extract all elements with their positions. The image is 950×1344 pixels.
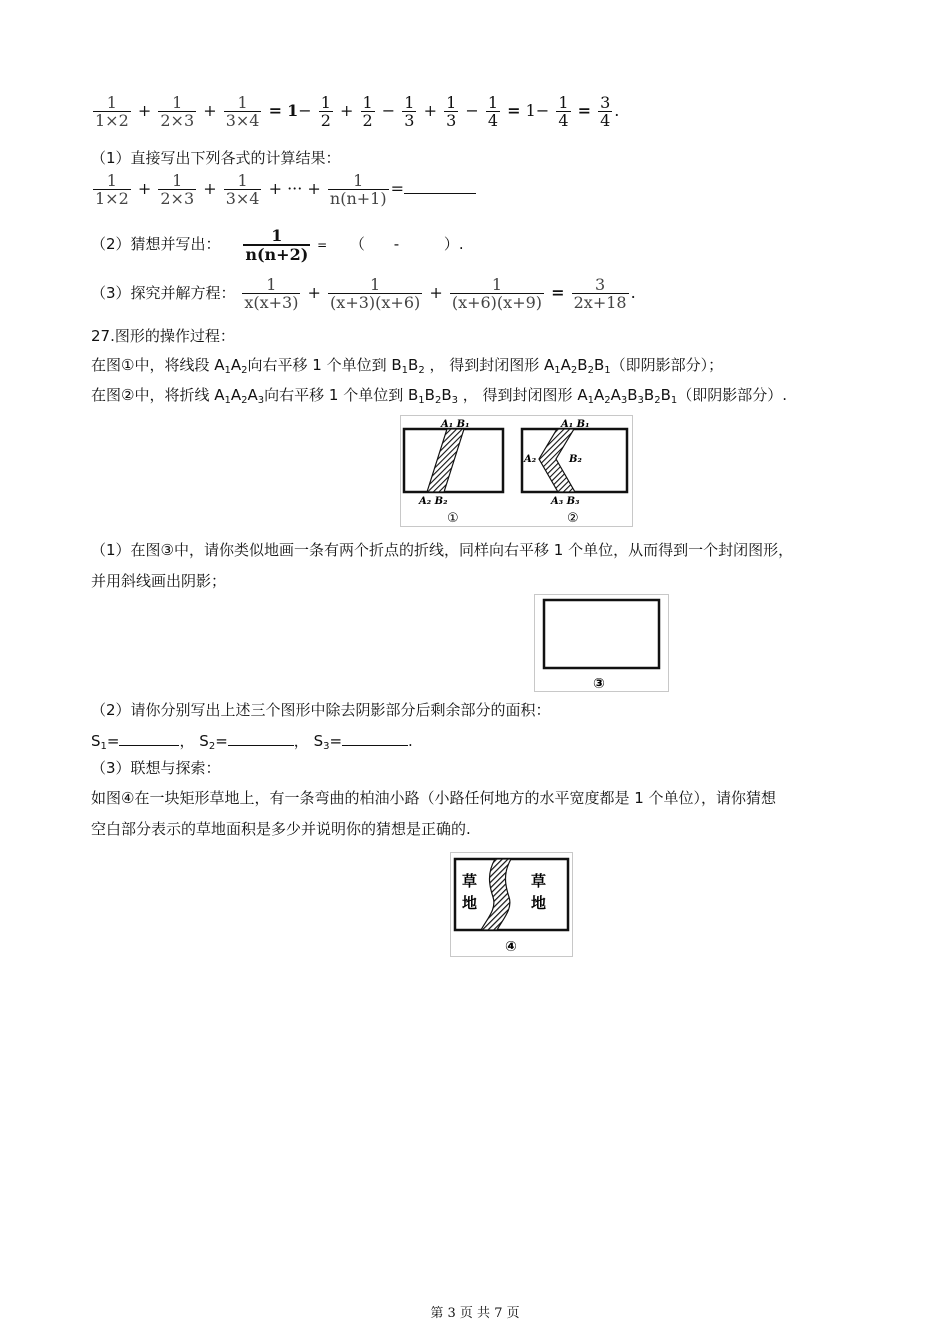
figure-4-caption: ④ — [505, 939, 517, 955]
top-formula: $\frac{1}{1\times 2}$ + $\frac{1}{2\times 3}$ + $\frac{1}{3\times 4}$ = 1− $\frac{1}{2}$ + $\frac{1}{2}$ − $\frac{1}{3}$ + $\frac{1}{3}$ − $\frac{1}{4}$ = 1− $\frac{1}{4}$ = $\frac{3}{4}$ . — [95, 93, 620, 130]
figure-4-road — [481, 859, 511, 930]
figure-2-label-a2: A₂ — [524, 454, 537, 465]
part-2-line-1: （2）请你分别写出上述三个图形中除去阴影部分后剩余部分的面积： — [91, 701, 551, 719]
figure-3-rect — [544, 600, 659, 668]
fraction: $\frac{1}{2}$ — [320, 93, 331, 130]
page-footer: 第 3 页 共 7 页 — [430, 1306, 520, 1321]
figure-3-caption: ③ — [593, 676, 605, 691]
fraction: $\frac{1}{2}$ — [362, 93, 373, 130]
part-2-answers: $S_1=$ ， $S_2=$ ， $S_3=$ . — [91, 732, 413, 752]
answer-blank[interactable] — [404, 193, 476, 194]
figures-1-2-svg — [401, 416, 632, 526]
figures-1-2 — [400, 415, 633, 527]
figure-1-bottom-labels: A₂ B₂ — [419, 496, 448, 507]
fraction: $\frac{1}{1\times 2}$ — [95, 93, 129, 130]
problem-27-title: 27.图形的操作过程： — [91, 327, 235, 345]
s2-blank[interactable] — [228, 745, 294, 746]
figure-4-left-label-1: 草 — [462, 872, 478, 890]
fraction: $\frac{1}{3}$ — [446, 93, 457, 130]
figure-4 — [450, 852, 573, 957]
figure-2-caption: ② — [567, 511, 579, 526]
fraction: $\frac{1}{3\times 4}$ — [225, 93, 260, 130]
figure-2-bottom-labels: A₃ B₃ — [551, 496, 580, 507]
figure-1-top-labels: A₁ B₁ — [441, 419, 470, 430]
part-3-line-1: 如图④在一块矩形草地上，有一条弯曲的柏油小路（小路任何地方的水平宽度都是 1 个单位），请你猜想 — [91, 789, 777, 807]
figure-2-label-b2: B₂ — [569, 454, 582, 465]
question-2: （2）猜想并写出： $\frac{1}{n(n+2)}$ = （ - ）. — [91, 225, 464, 264]
fraction: $\frac{1}{4}$ — [487, 93, 499, 130]
figure-4-right-label-1: 草 — [531, 872, 547, 890]
problem-27-line-2: 在图②中，将折线 $A_1A_2A_3$向右平移 1 个单位到 $B_1B_2B_3$ ， 得到封闭图形 $A_1A_2A_3B_3B_2B_1$（即阴影部分）. — [91, 386, 788, 406]
figure-4-right-label-2: 地 — [531, 894, 547, 912]
problem-27-line-1: 在图①中，将线段 $A_1A_2$向右平移 1 个单位到 $B_1B_2$ ， 得到封闭图形 $A_1A_2B_2B_1$（即阴影部分）； — [91, 356, 724, 376]
part-1-line-1: （1）在图③中，请你类似地画一条有两个折点的折线，同样向右平移 1 个单位，从而得到一个封闭图形， — [91, 541, 794, 559]
figure-1-caption: ① — [447, 511, 459, 526]
figure-4-left-label-2: 地 — [462, 894, 478, 912]
part-3-title: （3）联想与探索： — [91, 759, 221, 777]
fraction: $\frac{1}{2\times 3}$ — [160, 93, 195, 130]
s3-blank[interactable] — [342, 745, 408, 746]
figure-1-shaded-strip — [427, 429, 464, 492]
question-1-label: （1）直接写出下列各式的计算结果： — [91, 149, 341, 167]
figure-2-top-labels: A₁ B₁ — [561, 419, 590, 430]
fraction: $\frac{3}{4}$ — [600, 93, 611, 130]
s1-blank[interactable] — [119, 745, 179, 746]
question-1-formula: $\frac{1}{1\times 2}$ + $\frac{1}{2\times 3}$ + $\frac{1}{3\times 4}$ + ··· + $\frac{1}{n(n+1)}$ = — [91, 172, 476, 207]
fraction: $\frac{1}{4}$ — [558, 93, 569, 130]
figure-3 — [534, 594, 669, 692]
question-3: （3）探究并解方程： $\frac{1}{x(x+3)}$ + $\frac{1}{(x+3)(x+6)}$ + $\frac{1}{(x+6)(x+9)}$ = $\frac{3}{2x+18}$ . — [91, 275, 636, 312]
part-3-line-2: 空白部分表示的草地面积是多少并说明你的猜想是正确的. — [91, 820, 471, 838]
fraction: $\frac{1}{3}$ — [404, 93, 415, 130]
part-1-line-2: 并用斜线画出阴影； — [91, 572, 227, 590]
